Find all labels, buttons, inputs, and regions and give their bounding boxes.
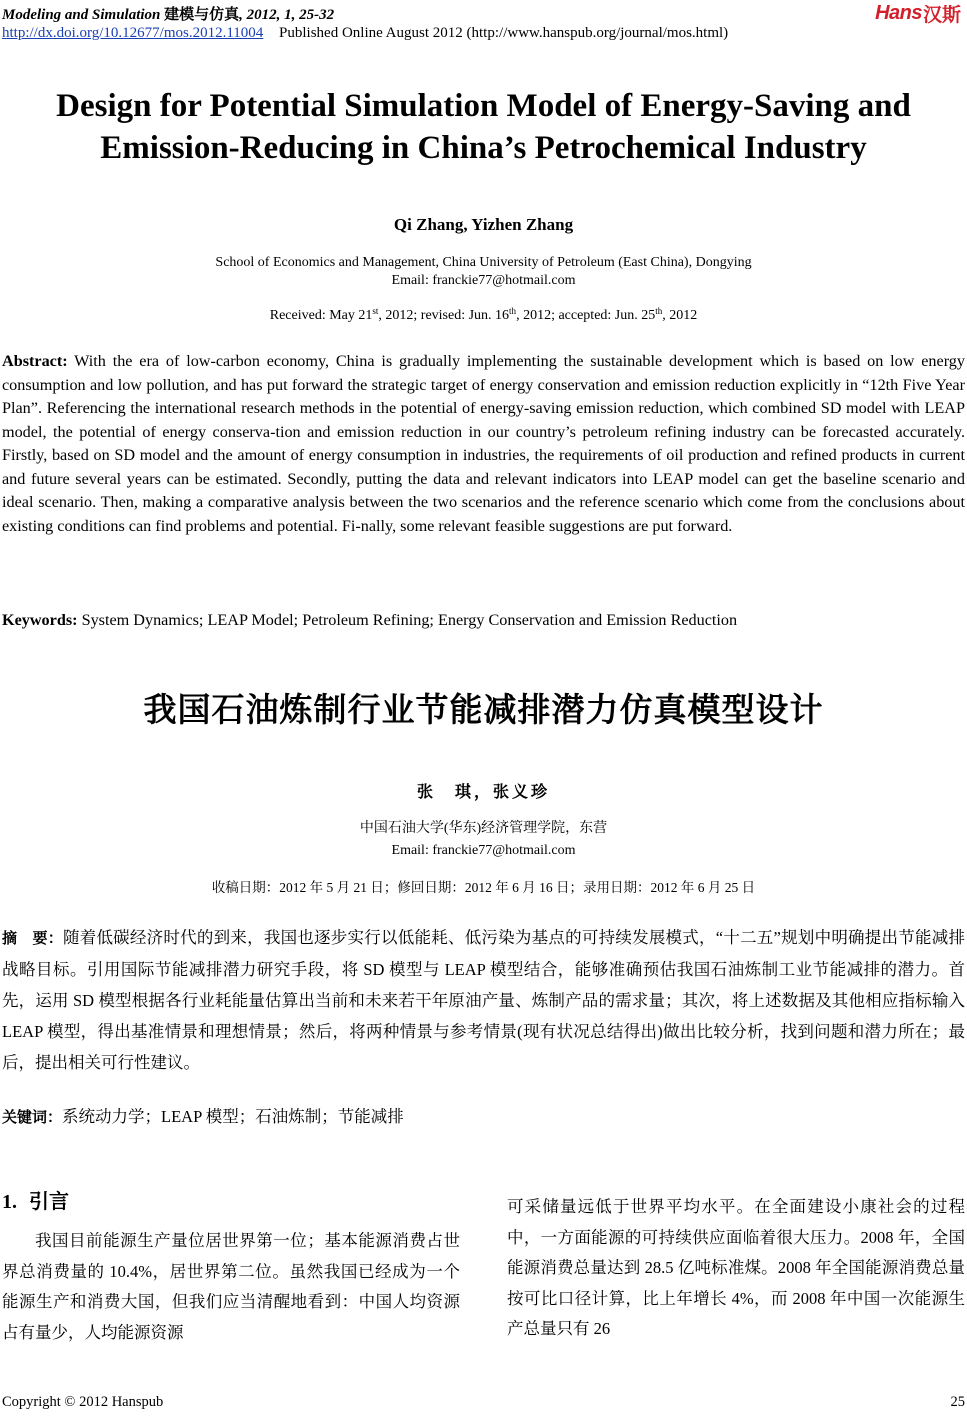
journal-citation: , 2012, 1, 25-32 [239, 7, 335, 23]
received-sup: st [372, 306, 379, 316]
revised-date: , 2012; revised: Jun. 16 [378, 308, 510, 323]
journal-name-cn: 建模与仿真 [164, 7, 240, 23]
dates-tail: , 2012 [662, 308, 698, 323]
abstract-en [2, 350, 965, 538]
email-en: Email: franckie77@hotmail.com [391, 273, 576, 288]
keywords-label-en: Keywords: [2, 611, 78, 629]
accepted-date: , 2012; accepted: Jun. 25 [516, 308, 656, 323]
title-line-1: Design for Potential Simulation Model of Energy-Saving and [56, 88, 911, 124]
affiliation-text-cn: 中国石油大学(华东)经济管理学院，东营 [359, 821, 608, 836]
title-line-2: Emission-Reducing in China’s Petrochemical Industry [100, 130, 867, 166]
keywords-en [2, 609, 965, 632]
hans-logo [875, 2, 961, 24]
dates-en [0, 308, 967, 324]
abstract-label-cn: 摘 要： [2, 929, 63, 947]
affiliation-en [0, 254, 967, 290]
accepted-sup: th [655, 306, 663, 316]
keywords-cn [2, 1105, 965, 1129]
logo-text-en: Hans [875, 1, 922, 24]
affiliation-cn [0, 818, 967, 862]
journal-name-en: Modeling and Simulation [2, 7, 161, 23]
journal-header [2, 3, 334, 24]
paper-title-en [0, 85, 967, 169]
section-number: 1. [2, 1191, 17, 1213]
abstract-text-en: With the era of low-carbon economy, China is gradually implementing the sustainable development which is based on low energy consumption and low pollution, and has put forward the strategic target of energy conservation and emission reduction explicitly in “12th Five Year Plan”. Referencing the international research methods in the potential of energy-saving emission reduction, which combined SD model with LEAP model, the potential of energy conserva-tion and emission reduction in our country’s petroleum refining industry can be forecasted accurately. Firstly, based on SD model and the amount of energy consumption in industries, the requirements of oil production and refined products in current and future several years can be estimated. Secondly, putting the data and relevant indicators into LEAP model can get the baseline scenario and ideal scenario. Then, making a comparative analysis between the two scenarios and the reference scenario which come from the conclusions about existing conditions can find problems and potential. Fi-nally, some relevant feasible suggestions are put forward. [2, 352, 965, 535]
body-left-column: 我国目前能源生产量位居世界第一位；基本能源消费占世界总消费量的 10.4%，居世界第二位。虽然我国已经成为一个能源生产和消费大国，但我们应当清醒地看到：中国人均资源占有量少，人均能源资源 [2, 1231, 460, 1342]
authors-en: Qi Zhang, Yizhen Zhang [393, 215, 574, 234]
footer-copyright: Copyright © 2012 Hanspub [2, 1394, 164, 1410]
abstract-cn [2, 922, 965, 1078]
keywords-text-cn: 系统动力学；LEAP 模型；石油炼制；节能减排 [62, 1107, 404, 1126]
revised-sup: th [509, 306, 517, 316]
keywords-text-en: System Dynamics; LEAP Model; Petroleum Refining; Energy Conservation and Emission Reduction [81, 611, 738, 629]
published-online: Published Online August 2012 (http://www.hanspub.org/journal/mos.html) [279, 25, 729, 41]
doi-link[interactable]: http://dx.doi.org/10.12677/mos.2012.11004 [2, 25, 264, 41]
header-doi-line [2, 25, 728, 42]
email-cn: Email: franckie77@hotmail.com [391, 843, 576, 858]
paper-title-cn: 我国石油炼制行业节能减排潜力仿真模型设计 [143, 690, 824, 729]
section-title: 引言 [29, 1189, 69, 1213]
abstract-text-cn: 随着低碳经济时代的到来，我国也逐步实行以低能耗、低污染为基点的可持续发展模式，“十二五”规划中明确提出节能减排战略目标。引用国际节能减排潜力研究手段，将 SD 模型与 LEAP 模型结合，能够准确预估我国石油炼制工业节能减排的潜力。首先，运用 SD 模型根据各行业耗能量估算出当前和未来若干年原油产量、炼制产品的需求量；其次，将上述数据及其他相应指标输入 LEAP 模型，得出基准情景和理想情景；然后，将两种情景与参考情景(现有状况总结得出)做出比较分析，找到问题和潜力所在；最后，提出相关可行性建议。 [2, 928, 965, 1072]
section-heading [2, 1185, 69, 1214]
received-date: Received: May 21 [269, 308, 373, 323]
body-right-column: 可采储量远低于世界平均水平。在全面建设小康社会的过程中，一方面能源的可持续供应面临着很大压力。2008 年，全国能源消费总量达到 28.5 亿吨标准煤。2008 年全国能源消费总量按可比口径计算，比上年增长 4%，而 2008 年中国一次能源生产总量只有 26 [507, 1197, 965, 1338]
keywords-label-cn: 关键词： [2, 1108, 63, 1126]
page-number: 25 [950, 1394, 965, 1410]
authors-cn: 张 琪，张义珍 [416, 784, 550, 801]
affiliation-text: School of Economics and Management, China University of Petroleum (East China), Dongying [215, 255, 752, 270]
abstract-label-en: Abstract: [2, 352, 68, 370]
logo-text-cn: 汉斯 [922, 3, 961, 26]
dates-cn: 收稿日期：2012 年 5 月 21 日；修回日期：2012 年 6 月 16 日；录用日期：2012 年 6 月 25 日 [211, 880, 756, 895]
